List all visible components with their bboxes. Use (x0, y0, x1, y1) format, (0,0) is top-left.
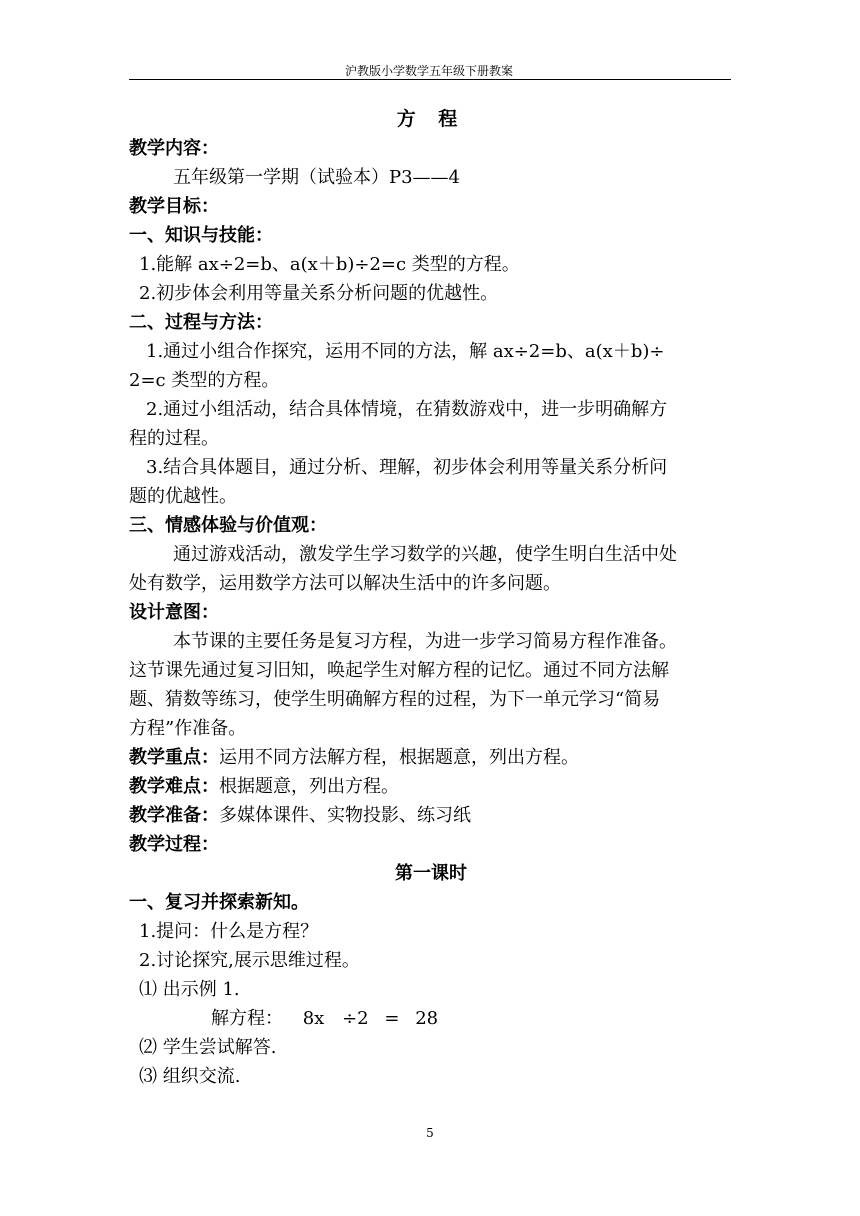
key-points-row (129, 743, 733, 772)
process-item-line: 2.通过小组活动，结合具体情境，在猜数游戏中，进一步明确解方 (146, 399, 668, 420)
sub-step-item: ⑵ 学生尝试解答. (139, 1037, 277, 1058)
heading-knowledge-skills: 一、知识与技能： (129, 225, 273, 246)
running-header: 沪教版小学数学五年级下册教案 (344, 64, 513, 78)
heading-emotion-values: 三、情感体验与价值观： (129, 515, 327, 536)
difficult-points-row (129, 772, 733, 801)
design-text-line: 方程”作准备。 (129, 718, 247, 739)
difficult-points-label: 教学难点： (129, 776, 219, 797)
equation-term: 8x (302, 1008, 325, 1029)
design-text-line: 本节课的主要任务是复习方程，为进一步学习简易方程作准备。 (173, 631, 677, 652)
document-body (129, 105, 733, 1091)
emotion-text-line: 处有数学，运用数学方法可以解决生活中的许多问题。 (129, 573, 561, 594)
process-item-line: 1.通过小组合作探究，运用不同的方法，解 ax÷2=b、a(x＋b)÷ (146, 341, 665, 362)
page-title: 方 程 (396, 108, 466, 130)
equation-term: ÷2 (342, 1008, 369, 1029)
heading-teaching-content: 教学内容： (129, 138, 219, 159)
emotion-text-line: 通过游戏活动，激发学生学习数学的兴趣，使学生明白生活中处 (173, 544, 677, 565)
preparation-row (129, 801, 733, 830)
heading-review-explore: 一、复习并探索新知。 (129, 892, 309, 913)
key-points-text: 运用不同方法解方程，根据题意，列出方程。 (219, 747, 579, 768)
heading-design-intent: 设计意图： (129, 602, 219, 623)
heading-teaching-goals: 教学目标： (129, 196, 219, 217)
design-text-line: 题、猜数等练习，使学生明确解方程的过程，为下一单元学习“简易 (129, 689, 661, 710)
heading-teaching-process: 教学过程： (129, 834, 219, 855)
header-rule (129, 79, 731, 80)
process-item-line: 程的过程。 (129, 428, 219, 449)
equation-term: = (384, 1008, 400, 1029)
preparation-text: 多媒体课件、实物投影、练习纸 (219, 805, 471, 826)
goal-item: 2.初步体会利用等量关系分析问题的优越性。 (139, 283, 499, 304)
process-item-line: 题的优越性。 (129, 486, 237, 507)
page-number: 5 (426, 1126, 434, 1140)
step-item: 1.提问：什么是方程？ (139, 921, 319, 942)
key-points-label: 教学重点： (129, 747, 219, 768)
step-item: 2.讨论探究,展示思维过程。 (139, 950, 360, 971)
equation-row (129, 1004, 733, 1033)
preparation-label: 教学准备： (129, 805, 219, 826)
equation-term: 28 (415, 1008, 439, 1029)
goal-item: 1.能解 ax÷2=b、a(x＋b)÷2=c 类型的方程。 (139, 254, 520, 275)
process-item-line: 3.结合具体题目，通过分析、理解，初步体会利用等量关系分析问 (146, 457, 668, 478)
lesson-title: 第一课时 (395, 863, 467, 884)
difficult-points-text: 根据题意，列出方程。 (219, 776, 399, 797)
sub-step-item: ⑴ 出示例 1. (139, 979, 240, 1000)
process-item-line: 2=c 类型的方程。 (129, 370, 280, 391)
equation-label: 解方程： (211, 1008, 283, 1029)
sub-step-item: ⑶ 组织交流. (139, 1066, 241, 1087)
teaching-content-text: 五年级第一学期（试验本）P3——4 (173, 167, 461, 188)
design-text-line: 这节课先通过复习旧知，唤起学生对解方程的记忆。通过不同方法解 (129, 660, 669, 681)
heading-process-methods: 二、过程与方法： (129, 312, 273, 333)
